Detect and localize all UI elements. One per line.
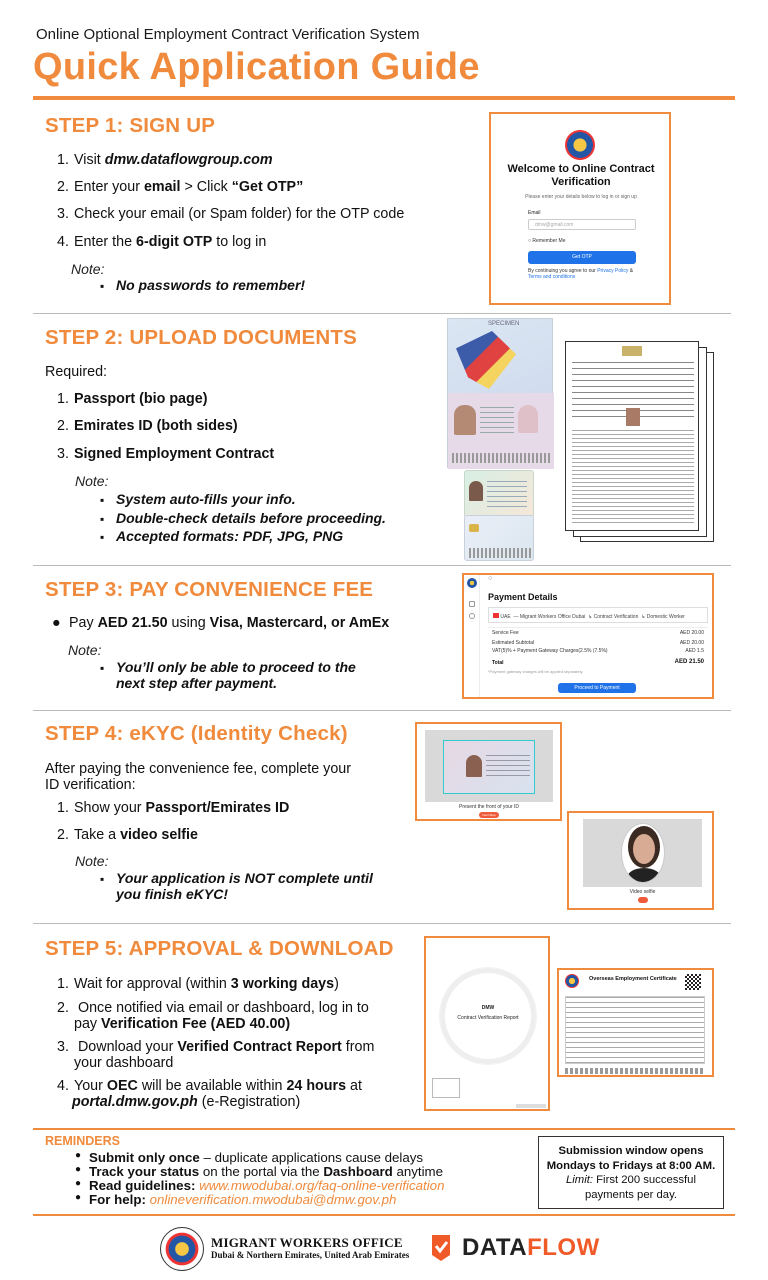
report-footer xyxy=(516,1104,546,1108)
eid-mrz xyxy=(469,548,531,558)
record-button[interactable] xyxy=(638,897,648,903)
footer-rule xyxy=(33,1214,735,1216)
remember-me[interactable]: ○ Remember Me xyxy=(528,238,566,244)
mwo-name: MIGRANT WORKERS OFFICE xyxy=(211,1235,403,1250)
dataflow-check-icon xyxy=(429,1233,453,1263)
emirates-id-back xyxy=(464,515,534,561)
login-subtext: Please enter your details below to log in or sign up xyxy=(525,194,637,200)
email-label: Email xyxy=(528,210,541,216)
login-welcome: Welcome to Online Contract Verification xyxy=(507,163,655,188)
passport-ghost-photo xyxy=(518,405,538,433)
reminders-rule xyxy=(33,1128,735,1130)
id-scan-screenshot xyxy=(415,722,562,821)
total-label: Total xyxy=(492,660,504,666)
passport-eagle xyxy=(456,331,516,389)
passport-bio-page xyxy=(448,393,554,469)
next-step-button[interactable]: Next Step xyxy=(479,812,499,818)
step5-item-1: 1. Wait for approval (within 3 working days) xyxy=(57,976,339,992)
separator xyxy=(33,313,731,314)
fee-row-label: Estimated Subtotal xyxy=(492,640,534,646)
step3-note: Note: xyxy=(68,642,102,658)
step1-item-3: 3. Check your email (or Spam folder) for the OTP code xyxy=(57,206,405,222)
fee-row-value: AED 20.00 xyxy=(679,640,704,646)
oec-details-table xyxy=(565,996,705,1064)
separator xyxy=(33,923,731,924)
step2-item-2: 2. Emirates ID (both sides) xyxy=(57,418,238,434)
proceed-to-payment-button[interactable]: Proceed to Payment xyxy=(558,683,636,693)
box-line: Limit: First 200 successful xyxy=(566,1174,696,1187)
get-otp-button[interactable]: Get OTP xyxy=(528,251,636,264)
step4-item-2: 2. Take a video selfie xyxy=(57,827,198,843)
step3-heading: STEP 3: PAY CONVENIENCE FEE xyxy=(45,578,374,601)
specimen-label: SPECIMEN xyxy=(488,321,520,327)
title-rule xyxy=(33,96,735,100)
step2-note-bullet: ▪ Double-check details before proceeding. xyxy=(100,510,386,526)
submission-window-box xyxy=(538,1136,724,1209)
payment-screenshot xyxy=(462,573,714,699)
fee-row-value: AED 1.5 xyxy=(685,648,704,654)
present-id-text: Present the front of your ID xyxy=(458,804,520,810)
emirates-id-front xyxy=(464,470,534,518)
id-text-lines xyxy=(486,755,530,779)
fee-table xyxy=(488,627,708,673)
guidelines-link[interactable]: www.mwodubai.org/faq-online-verification xyxy=(199,1177,445,1193)
oec-screenshot xyxy=(557,968,714,1077)
id-card-in-frame xyxy=(443,740,535,794)
step4-note-bullet: ▪ Your application is NOT complete until xyxy=(100,870,373,886)
step2-item-3: 3. Signed Employment Contract xyxy=(57,446,275,462)
dmw-seal-watermark xyxy=(440,968,536,1064)
payment-breadcrumb: UAE — Migrant Workers Office Dubai ↳ Contract Verification ↳ Domestic Worker xyxy=(488,607,708,623)
step5-item-4-cont: portal.dmw.gov.ph (e-Registration) xyxy=(72,1094,301,1110)
step2-note-bullet: ▪ System auto-fills your info. xyxy=(100,491,296,507)
chip-icon xyxy=(469,524,479,532)
id-camera-view xyxy=(425,730,553,802)
login-screenshot xyxy=(489,112,671,305)
qr-code-icon xyxy=(685,974,701,990)
separator xyxy=(33,710,731,711)
settings-icon[interactable] xyxy=(469,613,475,619)
dataflow-logo: DATAFLOW xyxy=(462,1234,600,1261)
subtitle: Online Optional Employment Contract Verification System xyxy=(36,26,420,43)
payment-title: Payment Details xyxy=(488,592,558,602)
passport-photo xyxy=(454,405,476,435)
fee-row-label: Service Fee xyxy=(492,630,519,636)
uae-emblem-icon xyxy=(622,346,642,356)
video-selfie-text: Video selfie xyxy=(629,889,656,895)
mwo-location: Dubai & Northern Emirates, United Arab Emirates xyxy=(211,1250,410,1260)
step4-item-1: 1. Show your Passport/Emirates ID xyxy=(57,800,290,816)
step3-note-bullet: ▪ You’ll only be able to proceed to the xyxy=(100,659,356,675)
separator xyxy=(33,565,731,566)
selfie-shoulders xyxy=(627,868,661,883)
step5-item-2: 2. Once notified via email or dashboard, log in to xyxy=(57,1000,369,1016)
reminder-item: ● Track your status on the portal via the Dashboard anytime xyxy=(75,1165,444,1179)
step4-note-bullet-cont: you finish eKYC! xyxy=(116,886,229,902)
box-line: payments per day. xyxy=(584,1189,678,1202)
step2-note-bullet: ▪ Accepted formats: PDF, JPG, PNG xyxy=(100,528,343,544)
step5-item-2-cont: pay Verification Fee (AED 40.00) xyxy=(74,1016,291,1032)
step4-intro: After paying the convenience fee, complete your xyxy=(45,761,351,777)
step2-item-1: 1. Passport (bio page) xyxy=(57,391,208,407)
step1-item-4: 4. Enter the 6-digit OTP to log in xyxy=(57,234,267,250)
home-icon[interactable] xyxy=(469,601,475,607)
passport-text-lines xyxy=(480,407,514,437)
report-dmw: DMW xyxy=(481,1005,495,1011)
dmw-logo-icon xyxy=(565,130,595,160)
dmw-logo-icon xyxy=(565,974,579,988)
step2-note: Note: xyxy=(75,473,109,489)
fee-row-label: VAT(5)% + Payment Gateway Charges(2.5% (7.5%) xyxy=(492,648,608,654)
step2-heading: STEP 2: UPLOAD DOCUMENTS xyxy=(45,326,357,349)
passport-mrz xyxy=(452,453,550,463)
page-title: Quick Application Guide xyxy=(33,46,480,88)
step1-heading: STEP 1: SIGN UP xyxy=(45,114,216,137)
box-line: Submission window opens xyxy=(558,1145,704,1157)
step3-note-bullet-cont: next step after payment. xyxy=(116,675,278,691)
fee-row-value: AED 20.00 xyxy=(679,630,704,636)
reminder-item: ● Read guidelines: www.mwodubai.org/faq-online-verification xyxy=(75,1179,444,1193)
payment-sidebar xyxy=(464,575,480,697)
back-icon[interactable]: ○ xyxy=(488,575,493,582)
step5-item-3: 3. Download your Verified Contract Report from xyxy=(57,1039,375,1055)
oec-title: Overseas Employment Certificate xyxy=(589,976,677,982)
reminder-item: ● For help: onlineverification.mwodubai@dmw.gov.ph xyxy=(75,1193,444,1207)
mwo-seal-icon xyxy=(160,1227,204,1271)
selfie-oval xyxy=(621,823,665,883)
step5-item-4: 4. Your OEC will be available within 24 hours at xyxy=(57,1078,362,1094)
step1-note: Note: xyxy=(71,261,105,277)
step5-heading: STEP 5: APPROVAL & DOWNLOAD xyxy=(45,937,394,960)
report-thumbnail xyxy=(432,1078,460,1098)
reminders-heading: REMINDERS xyxy=(45,1134,121,1148)
step1-item-2: 2. Enter your email > Click “Get OTP” xyxy=(57,179,304,195)
selfie-camera-view xyxy=(583,819,702,887)
step1-item-1: 1. Visit dmw.dataflowgroup.com xyxy=(57,152,273,168)
eid-text xyxy=(487,481,527,507)
step4-heading: STEP 4: eKYC (Identity Check) xyxy=(45,722,348,745)
reminder-item: ● Submit only once – duplicate applications cause delays xyxy=(75,1151,444,1165)
contract-text xyxy=(572,430,694,524)
contract-page-front xyxy=(565,341,699,531)
passport-image xyxy=(447,318,553,468)
step3-bullet: ● Pay AED 21.50 using Visa, Mastercard, or AmEx xyxy=(52,615,390,631)
step1-note-bullet: ▪ No passwords to remember! xyxy=(100,277,305,293)
contract-photo xyxy=(626,408,640,426)
help-email-link[interactable]: onlineverification.mwodubai@dmw.gov.ph xyxy=(149,1191,397,1207)
selfie-screenshot xyxy=(567,811,714,910)
selfie-face xyxy=(633,834,655,864)
box-line: Mondays to Fridays at 8:00 AM. xyxy=(546,1159,716,1172)
total-value: AED 21.50 xyxy=(674,659,704,665)
step5-item-3-cont: your dashboard xyxy=(74,1055,174,1071)
report-screenshot xyxy=(424,936,550,1111)
login-agreement: By continuing you agree to our Privacy Policy & Terms and conditions xyxy=(528,268,634,280)
eid-photo xyxy=(469,481,483,501)
dmw-logo-icon xyxy=(467,578,477,588)
report-title: Contract Verification Report xyxy=(457,1015,519,1021)
payment-footnote: *Payment gateway charges will be applied separately. xyxy=(488,669,584,674)
email-input[interactable]: dmw@gmail.com xyxy=(528,219,636,230)
reminders-list xyxy=(75,1151,444,1207)
id-photo xyxy=(466,755,482,777)
step2-required: Required: xyxy=(45,364,107,380)
step4-intro-cont: ID verification: xyxy=(45,777,136,793)
step4-note: Note: xyxy=(75,853,109,869)
oec-disclaimer xyxy=(565,1068,705,1074)
